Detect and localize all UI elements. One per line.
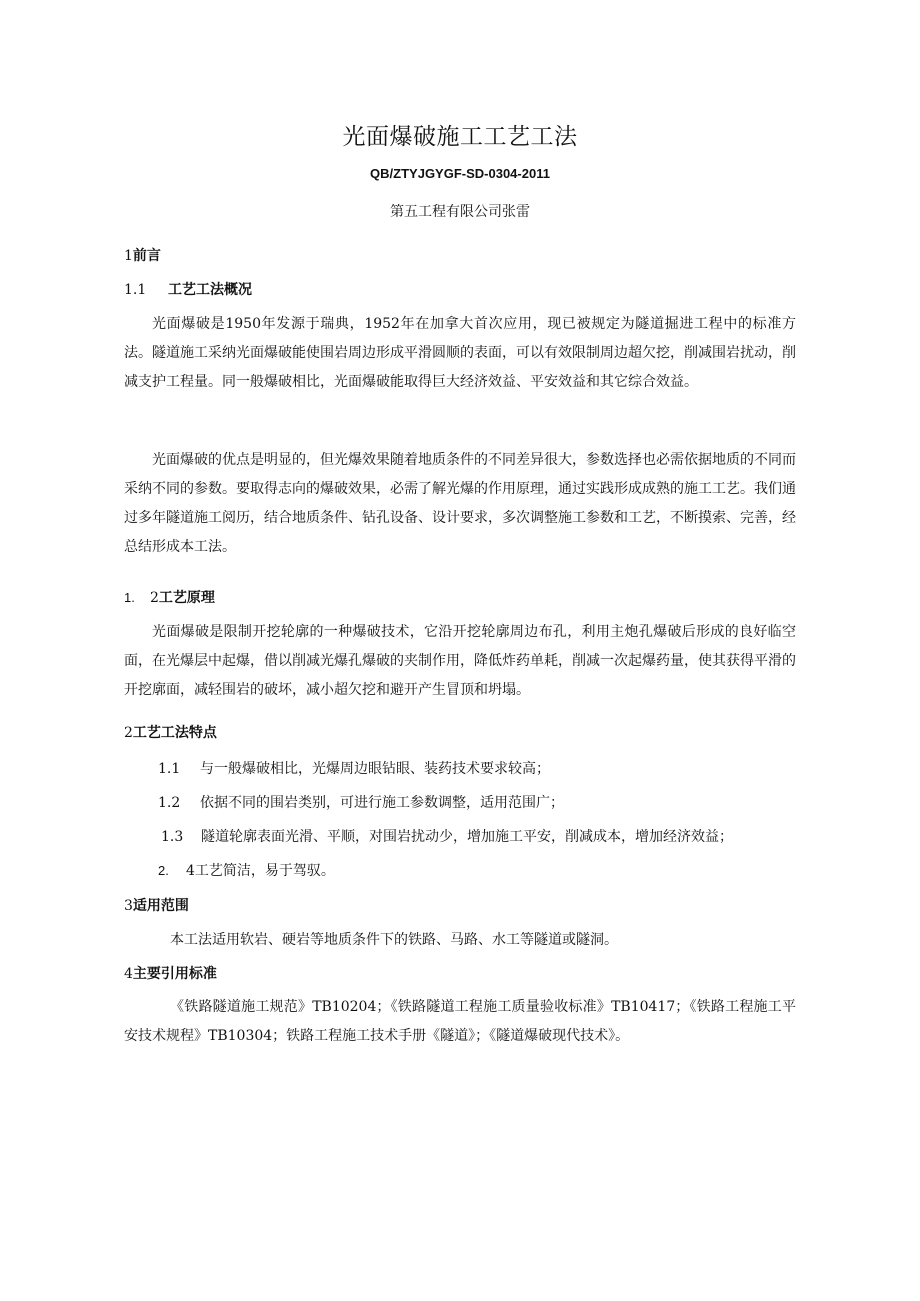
section-number-suffix: 2	[150, 590, 159, 606]
section-4-heading	[124, 963, 217, 983]
item-text: 4工艺简洁，易于驾驭。	[186, 863, 335, 879]
document-title: 光面爆破施工工艺工法	[342, 124, 578, 150]
feature-item	[158, 860, 335, 880]
author-line: 第五工程有限公司张雷	[390, 204, 530, 220]
section-number: 4	[124, 966, 133, 982]
section-2-heading	[124, 722, 217, 742]
item-text: 隧道轮廓表面光滑、平顺，对围岩扰动少，增加施工平安，削减成本，增加经济效益；	[201, 829, 733, 845]
section-number: 1.1	[124, 282, 147, 298]
section-title: 主要引用标准	[132, 966, 217, 982]
paragraph-references: 《铁路隧道施工规范》TB10204；《铁路隧道工程施工质量验收标准》TB10417；《铁路工程施工平安技术规程》TB10304；铁路工程施工技术手册《隧道》；《隧道爆破现代技术》。	[124, 999, 796, 1044]
feature-item	[158, 792, 564, 812]
section-title: 适用范围	[132, 898, 189, 914]
section-number: 2	[124, 725, 133, 741]
standard-code: QB/ZTYJGYGF-SD-0304-2011	[370, 166, 550, 181]
section-number: 1.	[124, 590, 135, 605]
item-number: 1.1	[158, 761, 181, 777]
section-1-2-heading	[124, 587, 215, 607]
item-number: 1.2	[158, 795, 181, 811]
paragraph-principle: 光面爆破是限制开挖轮廓的一种爆破技术，它沿开挖轮廓周边布孔，利用主炮孔爆破后形成的良好临空面，在光爆层中起爆，借以削减光爆孔爆破的夹制作用，降低炸药单耗，削减一次起爆药量，使其获得平滑的开挖廓面，减轻围岩的破坏，减小超欠挖和避开产生冒顶和坍塌。	[124, 624, 796, 698]
paragraph-overview-2: 光面爆破的优点是明显的，但光爆效果随着地质条件的不同差异很大，参数选择也必需依据地质的不同而采纳不同的参数。要取得志向的爆破效果，必需了解光爆的作用原理，通过实践形成成熟的施工工艺。我们通过多年隧道施工阅历，结合地质条件、钻孔设备、设计要求，多次调整施工参数和工艺，不断摸索、完善，经总结形成本工法。	[124, 452, 796, 555]
item-text: 依据不同的围岩类别，可进行施工参数调整，适用范围广；	[200, 795, 564, 811]
section-number: 3	[124, 898, 133, 914]
paragraph-overview-1: 光面爆破是1950年发源于瑞典，1952年在加拿大首次应用，现已被规定为隧道掘进工程中的标准方法。隧道施工采纳光面爆破能使围岩周边形成平滑圆顺的表面，可以有效限制周边超欠挖，削减围岩扰动，削减支护工程量。同一般爆破相比，光面爆破能取得巨大经济效益、平安效益和其它综合效益。	[124, 316, 796, 390]
item-number: 2.	[158, 863, 169, 878]
section-1-heading	[124, 245, 161, 265]
section-title: 工艺原理	[158, 590, 215, 606]
paragraph-scope: 本工法适用软岩、硬岩等地质条件下的铁路、马路、水工等隧道或隧洞。	[170, 932, 618, 948]
feature-item	[161, 826, 733, 846]
item-text: 与一般爆破相比，光爆周边眼钻眼、装药技术要求较高；	[200, 761, 550, 777]
item-number: 1.3	[161, 829, 184, 845]
section-1-1-heading	[124, 279, 252, 299]
section-3-heading	[124, 895, 189, 915]
section-number: 1	[124, 248, 133, 264]
section-title: 工艺工法特点	[132, 725, 217, 741]
feature-item	[158, 758, 550, 778]
section-title: 前言	[132, 248, 161, 264]
section-title: 工艺工法概况	[168, 282, 252, 298]
